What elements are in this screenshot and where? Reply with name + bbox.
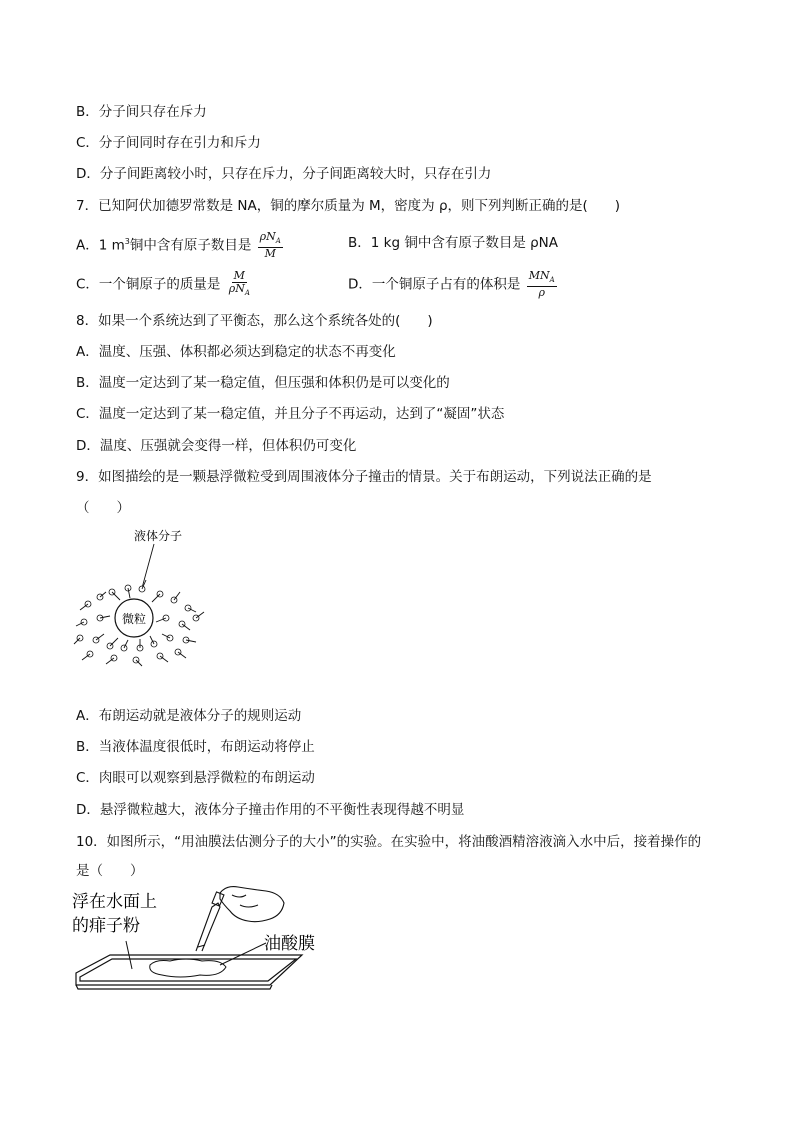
q7-d-fraction (527, 270, 557, 299)
q7-a-denominator: M (264, 247, 276, 261)
q8-option-b: B．温度一定达到了某一稳定值，但压强和体积仍是可以变化的 (76, 375, 450, 391)
brownian-motion-figure (70, 522, 210, 667)
q9-stem: 9．如图描绘的是一颗悬浮微粒受到周围液体分子撞击的情景。关于布朗运动，下列说法正确的是 (76, 469, 652, 485)
q8-option-c: C．温度一定达到了某一稳定值，并且分子不再运动，达到了“凝固”状态 (76, 406, 505, 422)
oil-film-blob (150, 959, 226, 977)
powder-label-line2: 的痱子粉 (72, 916, 140, 936)
oil-film-label: 油酸膜 (264, 934, 315, 954)
q9-option-d: D．悬浮微粒越大，液体分子撞击作用的不平衡性表现得越不明显 (76, 802, 465, 818)
hand-icon (220, 887, 284, 922)
q9-option-b: B．当液体温度很低时，布朗运动将停止 (76, 739, 315, 755)
q7-d-text: D．一个铜原子占有的体积是 (348, 276, 521, 293)
q7-c-denominator: ρN (228, 282, 245, 295)
q7-c-fraction (227, 270, 252, 299)
label-pointer-line (142, 544, 154, 588)
q7-d-numerator: MN (528, 269, 550, 282)
powder-label-line1: 浮在水面上 (72, 892, 157, 912)
q7-d-denominator: ρ (538, 286, 545, 300)
q10-stem-cont: 是（ ） (76, 863, 144, 879)
q6-option-b: B．分子间只存在斥力 (76, 104, 207, 120)
particle-label: 微粒 (122, 612, 147, 626)
q6-option-d: D．分子间距离较小时，只存在斥力，分子间距离较大时，只存在引力 (76, 166, 492, 182)
q8-option-d: D．温度、压强就会变得一样，但体积仍可变化 (76, 438, 357, 454)
q7-c-text: C．一个铜原子的质量是 (76, 276, 221, 293)
q9-option-c: C．肉眼可以观察到悬浮微粒的布朗运动 (76, 770, 315, 786)
q8-stem: 8．如果一个系统达到了平衡态，那么这个系统各处的( ) (76, 313, 433, 329)
liquid-molecule-label: 液体分子 (134, 529, 183, 543)
q7-a-num-sub: A (275, 237, 281, 246)
q7-c-numerator: M (233, 269, 245, 282)
q7-d-num-sub: A (549, 276, 555, 285)
q7-option-a (76, 231, 283, 260)
q7-a-numerator: ρN (259, 230, 276, 243)
q7-a-sup: 3 (124, 237, 130, 247)
q7-a-fraction (258, 231, 283, 260)
q7-stem: 7．已知阿伏加德罗常数是 NA，铜的摩尔质量为 M，密度为 ρ，则下列判断正确的是( ) (76, 198, 621, 214)
q7-a-prefix: A．1 m (76, 237, 125, 254)
q7-c-den-sub: A (244, 289, 250, 298)
dropper-icon (196, 892, 224, 951)
q7-option-d (348, 270, 557, 299)
q6-option-c: C．分子间同时存在引力和斥力 (76, 135, 261, 151)
q9-option-a: A．布朗运动就是液体分子的规则运动 (76, 708, 302, 724)
water-tray (76, 955, 302, 989)
q8-option-a: A．温度、压强、体积都必须达到稳定的状态不再变化 (76, 344, 396, 360)
q9-answer-paren: （ ） (76, 500, 130, 516)
q7-option-b: B．1 kg 铜中含有原子数目是 ρNA (348, 235, 559, 251)
q10-stem: 10．如图所示，“用油膜法估测分子的大小”的实验。在实验中，将油酸酒精溶液滴入水中后，接着操作的 (76, 834, 702, 850)
oil-film-experiment-figure (70, 885, 340, 1005)
q7-a-text: 铜中含有原子数目是 (129, 237, 252, 254)
q7-option-c (76, 270, 252, 299)
film-pointer-line (220, 943, 266, 965)
